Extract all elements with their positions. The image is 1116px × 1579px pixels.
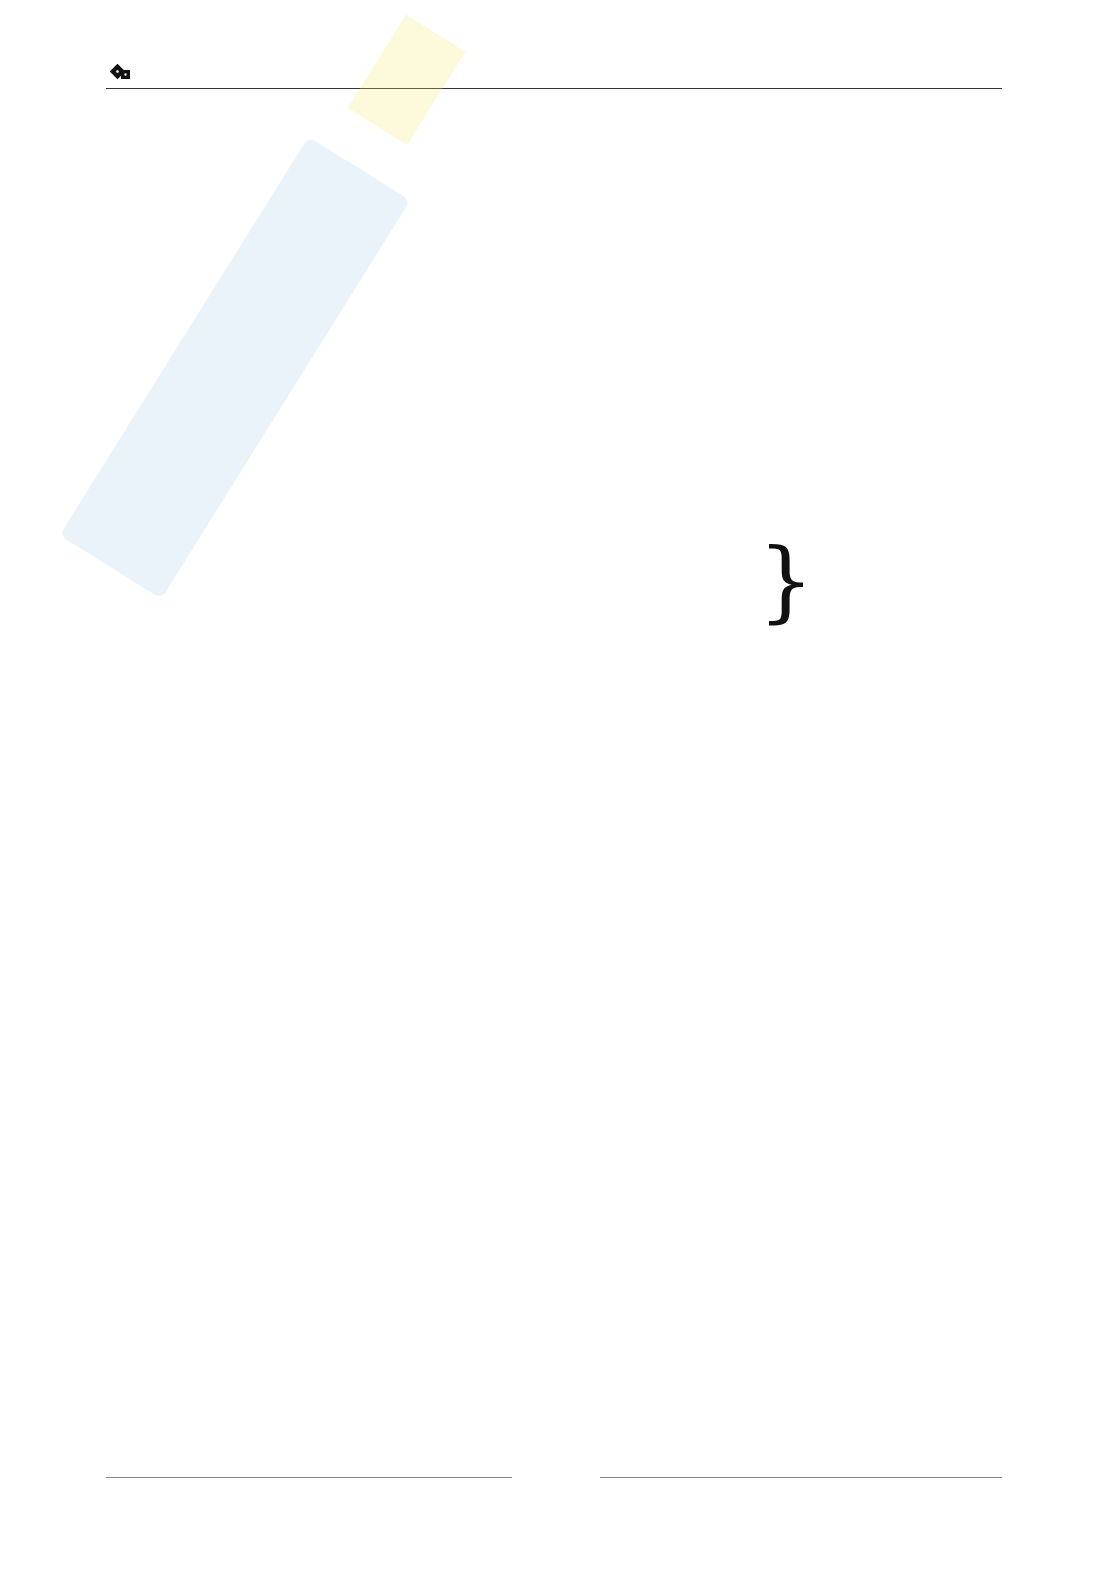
brace: } [758, 529, 814, 632]
footer-rule-right [600, 1477, 1002, 1478]
cdf-chart [572, 128, 1002, 410]
dice-icon [110, 64, 132, 82]
header-title [106, 64, 132, 84]
section-heading [106, 964, 126, 987]
footer-rule-left [106, 1477, 512, 1478]
running-header [106, 62, 1002, 89]
pdf-chart [106, 128, 536, 410]
